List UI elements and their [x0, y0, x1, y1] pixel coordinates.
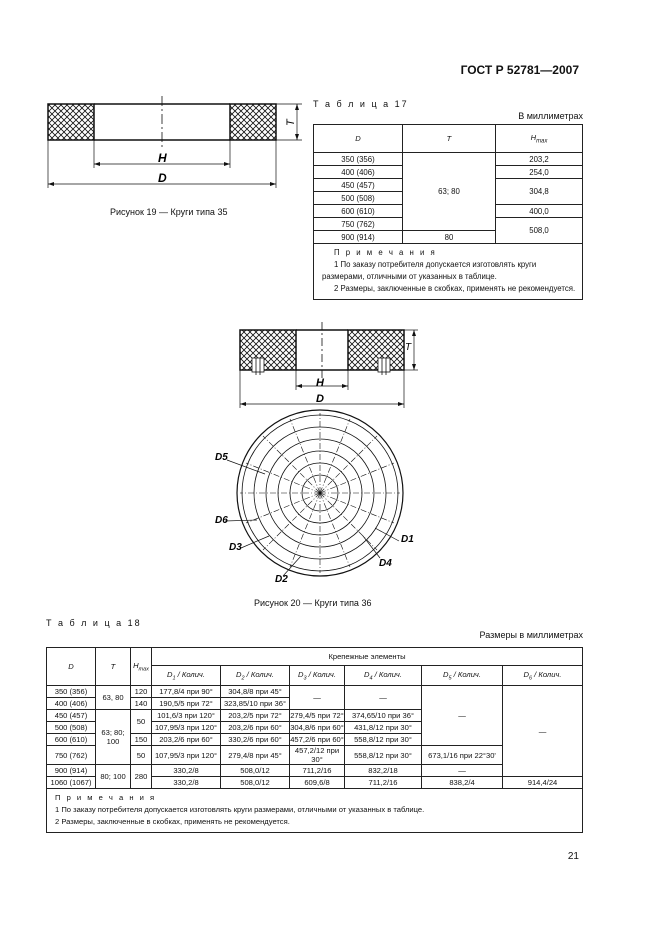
table-cell: —: [422, 765, 503, 777]
document-header: ГОСТ Р 52781—2007: [460, 63, 579, 77]
table-18-notes: [47, 789, 583, 833]
table-cell: 1060 (1067): [47, 777, 96, 789]
dim-label-D: D: [158, 171, 167, 185]
dim-label-H: H: [158, 151, 167, 165]
table-cell: 190,5/5 при 72°: [152, 698, 221, 710]
table-cell: 350 (356): [47, 686, 96, 698]
table-cell: 431,8/12 при 30°: [345, 722, 422, 734]
table-cell: 508,0: [496, 218, 583, 244]
table-cell: 914,4/24: [503, 777, 583, 789]
table-17-units: В миллиметрах: [518, 111, 583, 121]
table-cell: 107,95/3 при 120°: [152, 746, 221, 765]
table-cell: 50: [131, 710, 152, 734]
label-D1: D1: [401, 534, 414, 545]
figure-19-caption: Рисунок 19 — Круги типа 35: [110, 207, 228, 217]
label-D5: D5: [215, 452, 228, 463]
table-cell: 101,6/3 при 120°: [152, 710, 221, 722]
col-header-D6: $D_6$ / Колич.: [503, 666, 583, 686]
table-cell: —: [422, 686, 503, 746]
table-cell: 374,65/10 при 36°: [345, 710, 422, 722]
table-cell: 900 (914): [47, 765, 96, 777]
table-cell: 400 (406): [314, 166, 403, 179]
figure-20-caption: Рисунок 20 — Круги типа 36: [254, 598, 372, 608]
table-cell: 750 (762): [314, 218, 403, 231]
table-18-title: Т а б л и ц а 18: [46, 618, 142, 628]
note-2: 2 Размеры, заключенные в скобках, применять не рекомендуется.: [55, 817, 290, 826]
table-cell: 600 (610): [47, 734, 96, 746]
table-cell: 508,0/12: [221, 777, 290, 789]
figure-19-drawing: [40, 96, 310, 196]
table-cell: 280: [131, 765, 152, 789]
table-cell: 107,95/3 при 120°: [152, 722, 221, 734]
table-cell: —: [503, 686, 583, 777]
table-cell: 304,8: [496, 179, 583, 205]
table-cell: 330,2/6 при 60°: [221, 734, 290, 746]
label-D6: D6: [215, 515, 228, 526]
table-cell: —: [345, 686, 422, 710]
table-cell: 457,2/12 при 30°: [290, 746, 345, 765]
table-cell: 330,2/8: [152, 777, 221, 789]
col-header-D5: $D_5$ / Колич.: [422, 666, 503, 686]
table-18: [46, 647, 583, 833]
table-cell: 450 (457): [314, 179, 403, 192]
dim-label-D: D: [316, 393, 324, 405]
col-header-H: $H_{max}$: [496, 125, 583, 153]
table-cell: 279,4/5 при 72°: [290, 711, 344, 720]
table-cell: 203,2: [496, 153, 583, 166]
table-cell: 558,8/12 при 30°: [345, 734, 422, 746]
label-D3: D3: [229, 542, 242, 553]
table-cell: 400,0: [496, 205, 583, 218]
table-cell: 711,2/16: [345, 777, 422, 789]
label-D4: D4: [379, 558, 392, 569]
table-cell: 330,2/8: [152, 765, 221, 777]
table-cell: 120: [131, 686, 152, 698]
notes-title: П р и м е ч а н и я: [334, 248, 437, 257]
col-header-D: D: [314, 125, 403, 153]
table-cell: 711,2/16: [290, 765, 345, 777]
dim-label-H: H: [316, 377, 324, 389]
table-cell: 203,2/6 при 60°: [152, 734, 221, 746]
table-cell: 63; 80: [403, 153, 496, 231]
note-2: 2 Размеры, заключенные в скобках, применять не рекомендуется.: [334, 284, 576, 293]
table-cell: 150: [131, 734, 152, 746]
table-cell: 177,8/4 при 90°: [152, 686, 221, 698]
table-cell: 558,8/12 при 30°: [345, 746, 422, 765]
figure-20-plan: [205, 408, 430, 588]
table-cell: 508,0/12: [221, 765, 290, 777]
table-cell: 350 (356): [314, 153, 403, 166]
table-cell: 500 (508): [47, 722, 96, 734]
table-cell: 609,6/8: [290, 777, 345, 789]
table-cell: 323,85/10 при 36°: [221, 698, 290, 710]
table-cell: 140: [131, 698, 152, 710]
dim-label-T: T: [405, 342, 412, 353]
table-cell: 600 (610): [314, 205, 403, 218]
table-cell: 63; 80; 100: [96, 710, 131, 765]
col-header-T: T: [403, 125, 496, 153]
notes-title: П р и м е ч а н и я: [55, 793, 157, 802]
note-1: 1 По заказу потребителя допускается изготовлять круги размерами, отличными от указанных в таблице.: [55, 805, 425, 814]
table-cell: 254,0: [496, 166, 583, 179]
table-17-notes: [314, 244, 583, 300]
label-D2: D2: [275, 574, 288, 585]
table-cell: —: [290, 686, 345, 710]
table-cell: 304,8/8 при 45°: [221, 686, 290, 698]
table-cell: 400 (406): [47, 698, 96, 710]
table-cell: 80: [403, 231, 496, 244]
table-cell: 838,2/4: [422, 777, 503, 789]
dim-label-T: T: [285, 119, 297, 126]
table-cell: 203,2/5 при 72°: [221, 710, 290, 722]
col-header-H: $H_{max}$: [131, 648, 152, 686]
table-cell: 304,8/6 при 60°: [290, 723, 344, 732]
note-1: 1 По заказу потребителя допускается изготовлять круги размерами, отличными от указанных в таблице.: [322, 260, 537, 281]
page-number: 21: [567, 851, 579, 862]
table-cell: 457,2/6 при 60°: [290, 735, 344, 744]
table-17-title: Т а б л и ц а 17: [313, 99, 409, 109]
table-cell: 673,1/16 при 22°30': [422, 746, 503, 765]
col-group-header: Крепежные элементы: [152, 648, 583, 666]
table-cell: 750 (762): [47, 746, 96, 765]
table-cell: 80; 100: [96, 765, 131, 789]
table-cell: 203,2/6 при 60°: [221, 722, 290, 734]
table-18-units: Размеры в миллиметрах: [479, 630, 583, 640]
table-cell: 279,4/8 при 45°: [221, 746, 290, 765]
table-cell: 63, 80: [96, 686, 131, 710]
table-17: [313, 124, 583, 300]
figure-20-section: [232, 320, 422, 410]
table-cell: 832,2/18: [345, 765, 422, 777]
col-header-T: T: [96, 648, 131, 686]
col-header-D: D: [47, 648, 96, 686]
col-header-D4: $D_4$ / Колич.: [345, 666, 422, 686]
table-cell: 450 (457): [47, 710, 96, 722]
table-cell: 500 (508): [314, 192, 403, 205]
table-cell: 900 (914): [314, 231, 403, 244]
col-header-D3: $D_3$ / Колич.: [290, 666, 345, 686]
table-cell: 50: [131, 746, 152, 765]
col-header-D2: $D_2$ / Колич.: [221, 666, 290, 686]
col-header-D1: $D_1$ / Колич.: [152, 666, 221, 686]
